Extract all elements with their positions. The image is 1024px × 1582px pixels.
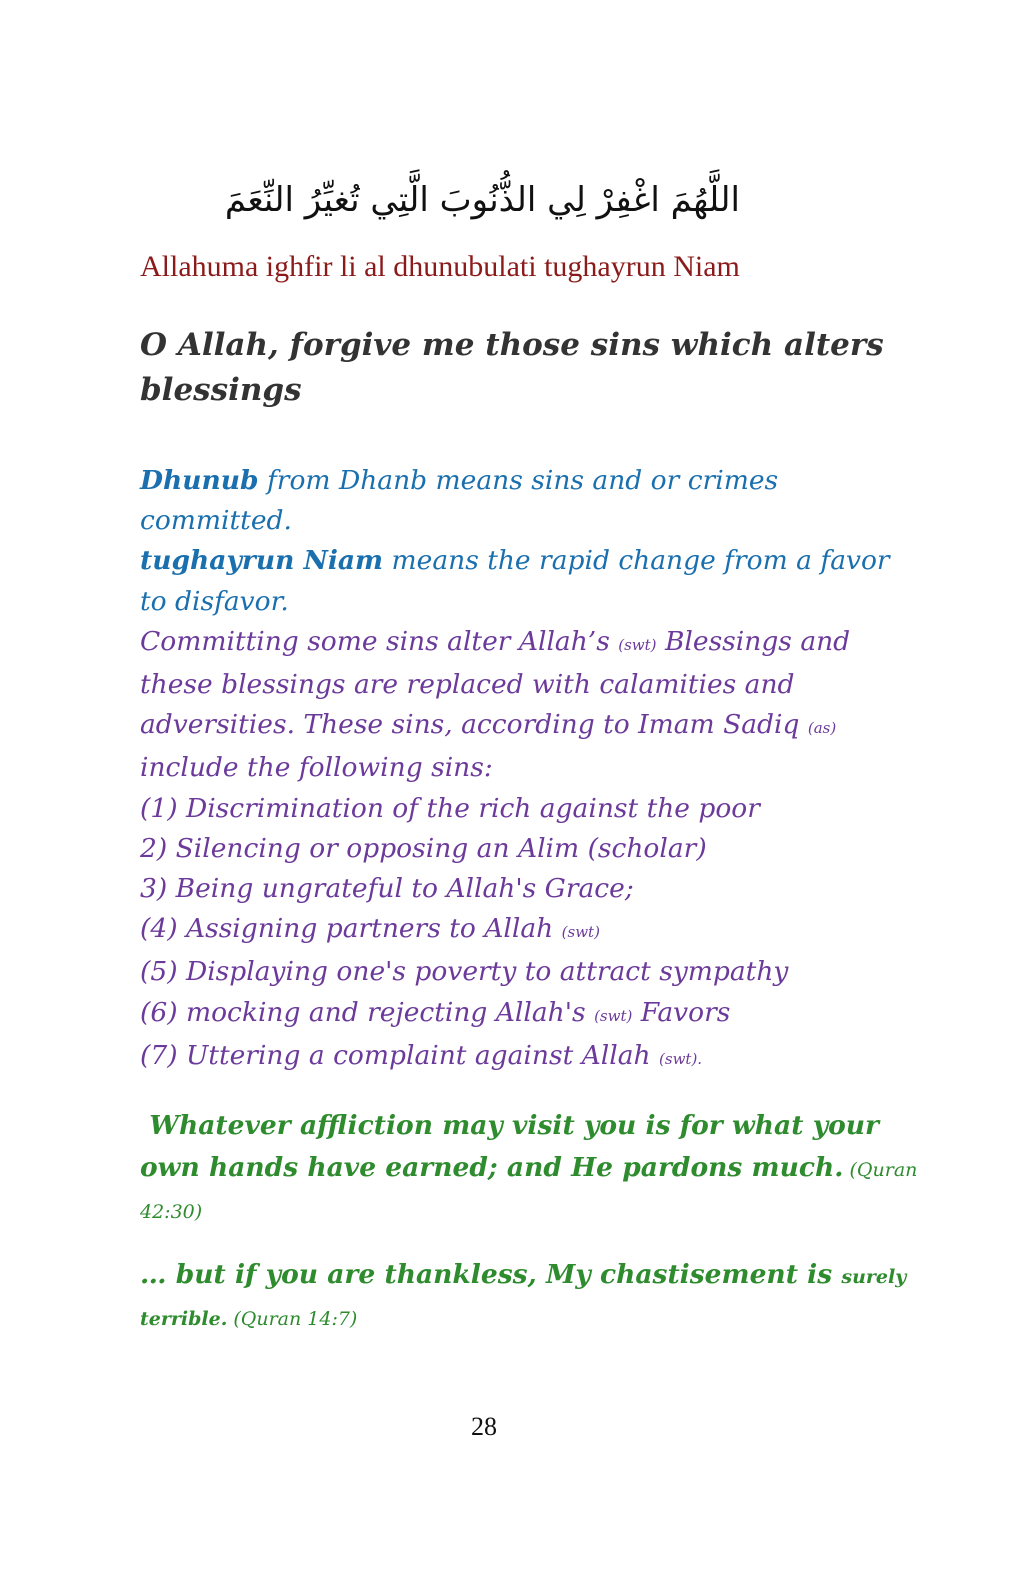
translation — [140, 323, 884, 413]
quran-quote-14-7 — [140, 1255, 907, 1339]
page-number: 28 — [471, 1412, 497, 1441]
quote-2-reference: (Quran 14:7) — [227, 1308, 358, 1330]
explanation-text-3a: adversities. These sins, according to Imam Sadiq — [140, 709, 808, 741]
arabic-supplication: اللَّهُمَ اغْفِرْ لِي الذُّنُوبَ الَّتِي تُغيِّرُ النِّعَمَ — [224, 180, 740, 220]
quote-1-reference: (Quran — [843, 1159, 918, 1181]
sin-item-5: (5) Displaying one's poverty to attract sympathy — [140, 956, 789, 988]
sin-item-2: 2) Silencing or opposing an Alim (scholar) — [140, 832, 707, 864]
quote-2-terrible: terrible. — [140, 1308, 228, 1330]
quote-2-line-2 — [140, 1297, 860, 1339]
translation-line-1: O Allah, forgive me those sins which alters — [140, 327, 884, 363]
translation-line-2: blessings — [140, 372, 302, 408]
sin-item-3: 3) Being ungrateful to Allah's Grace; — [140, 873, 634, 905]
sin-item-4-text: (4) Assigning partners to Allah — [140, 913, 562, 945]
explanation-text-1a: Committing some sins alter Allah’s — [140, 625, 619, 657]
swt-honorific: (swt) — [561, 923, 600, 942]
definition-niam-line-2: to disfavor. — [140, 585, 289, 617]
quote-1-text: own hands have earned; and He pardons much. — [140, 1152, 844, 1183]
explanation-line-3 — [140, 705, 860, 748]
explanation-line-2: these blessings are replaced with calamities and — [140, 669, 795, 701]
sin-item-6-text-b: Favors — [632, 996, 731, 1028]
term-tughayrun-niam: tughayrun Niam — [140, 545, 384, 577]
as-honorific: (as) — [807, 719, 837, 738]
quote-2-surely: surely — [841, 1266, 907, 1288]
quote-1-line-2 — [140, 1147, 918, 1191]
definition-dhunub-text: from Dhanb means sins and or crimes — [258, 465, 779, 496]
definition-dhunub-line-2: committed. — [140, 505, 292, 537]
sin-item-1: (1) Discrimination of the rich against the poor — [140, 792, 760, 824]
quote-1-reference-cont: 42:30) — [140, 1201, 203, 1223]
swt-honorific: (swt). — [659, 1049, 703, 1068]
term-dhunub: Dhunub — [140, 465, 259, 496]
quote-1-line-1: Whatever affliction may visit you is for what your — [140, 1110, 879, 1141]
swt-honorific: (swt) — [594, 1006, 633, 1025]
explanation-line-4: include the following sins: — [140, 752, 493, 784]
sin-item-7 — [140, 1036, 860, 1079]
explanation-block — [140, 461, 890, 1079]
definition-niam-text: means the rapid change from a favor — [383, 545, 890, 577]
explanation-line-1 — [140, 622, 860, 665]
swt-honorific: (swt) — [618, 635, 657, 654]
definition-niam-line-1 — [140, 541, 890, 581]
quran-quote-42-30 — [140, 1105, 918, 1233]
sin-item-4 — [140, 909, 860, 952]
quote-2-line-1 — [140, 1255, 907, 1297]
quote-2-text: … but if you are thankless, My chastisement is — [140, 1259, 842, 1290]
sin-item-6-text-a: (6) mocking and rejecting Allah's — [140, 996, 595, 1028]
definition-dhunub-line-1 — [140, 461, 860, 501]
sin-item-7-text: (7) Uttering a complaint against Allah — [140, 1039, 660, 1071]
explanation-text-1b: Blessings and — [656, 625, 851, 657]
sin-item-6 — [140, 993, 860, 1036]
transliteration: Allahuma ighfir li al dhunubulati tughayrun Niam — [140, 250, 740, 283]
